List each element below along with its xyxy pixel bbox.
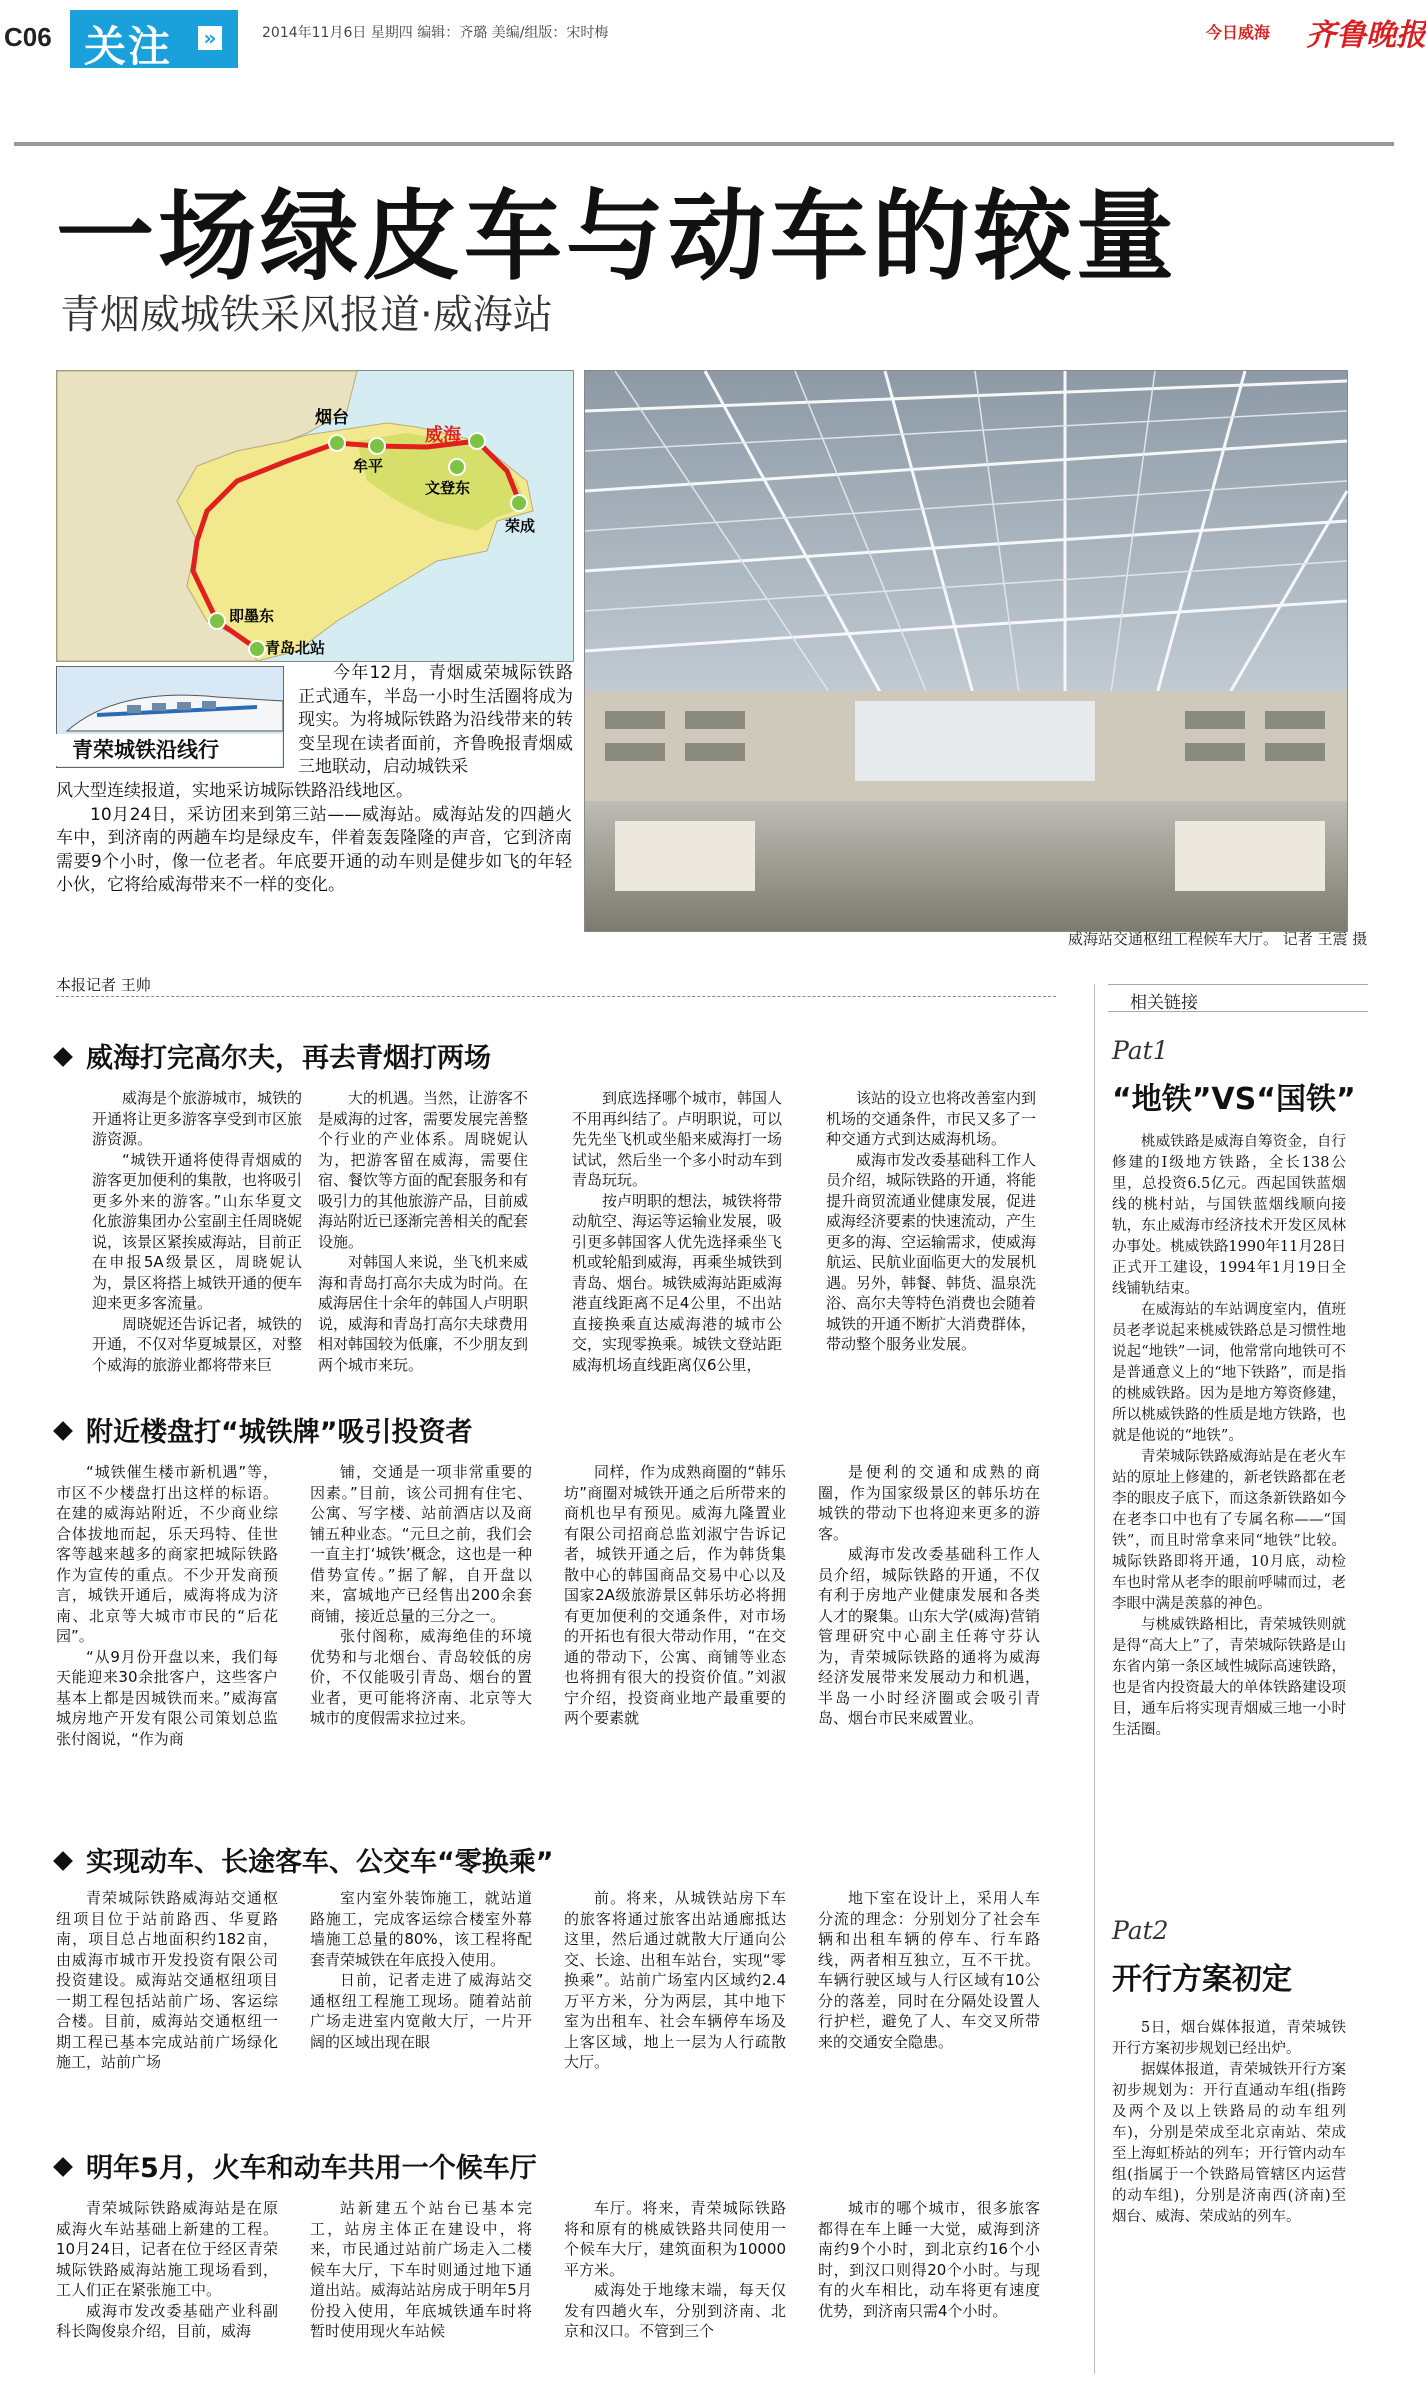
section-4-col-1: 青荣城际铁路威海站是在原威海火车站基础上新建的工程。10月24日，记者在位于经区青荣城际铁路威海站施工现场看到，工人们正在紧张施工中。 威海市发改委基础产业科副科长陶俊泉介绍，目前，威海 [56,2199,278,2340]
map-label-wendeng: 文登东 [425,479,471,497]
pat2-text: 5日，烟台媒体报道，青荣城铁开行方案初步规划已经出炉。 据媒体报道，青荣城铁开行方案初步规划为：开行直通动车组(指跨及两个及以上铁路局的动车组列车)，分别是荣成至北京南站、荣成至上海虹桥站的列车；开行管内动车组(指属于一个铁路局管辖区内运营的动车组)，分别是济南西(济南)至烟台、威海、荣成站的列车。 [1112,2020,1346,2225]
section-label: 关注 [84,22,173,71]
issue-meta: 2014年11月6日 星期四 编辑：齐璐 美编/组版：宋时梅 [262,25,609,41]
section-1-heading [56,1036,491,1075]
section-3-col-3: 前。将来，从城铁站房下车的旅客将通过旅客出站通廊抵达这里，然后通过就散大厅通向公交、长途、出租车站台，实现“零换乘”。站前广场室内区域约2.4万平方米，分为两层，其中地下室为出租车、社会车辆停车场及上客区域，地上一层为人行疏散大厅。 [564,1889,786,2071]
map-label-yantai: 烟台 [315,408,349,428]
chevron-right-icon: » [198,26,222,50]
pat2-label: Pat2 [1112,1916,1169,1945]
edition-label: 今日威海 [1206,23,1271,42]
photo-caption: 威海站交通枢纽工程候车大厅。 记者 王震 摄 [1068,930,1368,948]
diamond-bullet-icon [53,1851,73,1871]
sidebar-divider [1094,984,1095,2374]
route-map-graphic [57,371,573,661]
diamond-bullet-icon [53,1047,73,1067]
section-4-col-4: 城市的哪个城市，很多旅客都得在车上睡一大觉，威海到济南约9个小时，到北京约16个小时，到汉口则得20个小时。与现有的火车相比，动车将更有速度优势，到济南只需4个小时。 [818,2199,1040,2320]
section-3-title: 实现动车、长途客车、公交车“零换乘” [86,1847,554,1878]
station-hall-photo [584,370,1348,932]
section-1-col-1: 威海是个旅游城市，城铁的开通将让更多游客享受到市区旅游资源。 “城铁开通将使得青烟威的游客更加便利的集散，也将吸引更多外来的游客。”山东华夏文化旅游集团办公室副主任周晓妮说，该景区紧挨威海站，目前正在申报5A级景区，周晓妮认为，景区将搭上城铁开通的便车迎来更多客流量。 周晓妮还告诉记者，城铁的开通，不仅对华夏城景区，对整个威海的旅游业都将带来巨 [92,1089,303,1374]
section-1-col-2: 大的机遇。当然，让游客不是威海的过客，需要发展完善整个行业的产业体系。周晓妮认为，把游客留在威海，需要住宿、餐饮等方面的配套服务和有吸引力的其他旅游产品，目前威海站附近已逐渐完善相关的配套设施。 对韩国人来说，坐飞机来威海和青岛打高尔夫成为时尚。在威海居住十余年的韩国人卢明职说，威海和青岛打高尔夫球费用相对韩国较为低廉，不少朋友到两个城市来玩。 [318,1089,529,1374]
byline-divider [56,996,1056,997]
section-4-col-2: 站新建五个站台已基本完工，站房主体正在建设中，将来，市民通过站前广场走入二楼候车大厅，下车时则通过地下通道出站。威海站站房成于明年5月份投入使用，年底城铁通车时将暂时使用现火车站候 [310,2199,532,2340]
route-map [56,370,574,662]
lead-paragraph-1 [298,662,573,780]
section-2-col-3: 同样，作为成熟商圈的“韩乐坊”商圈对城铁开通之后所带来的商机也早有预见。威海九隆置业有限公司招商总监刘淑宁告诉记者，城铁开通之后，作为韩货集散中心的韩国商品交易中心以及国家2A级旅游景区韩乐坊必将拥有更加便利的交通条件，对市场的开拓也有很大带动作用，“在交通的带动下，公寓、商铺等业态也将拥有很大的投资价值。”刘淑宁介绍，投资商业地产最重要的两个要素就 [564,1463,786,1727]
section-3-col-4: 地下室在设计上，采用人车分流的理念：分别划分了社会车辆和出租车辆的停车、行车路线，两者相互独立，互不干扰。车辆行驶区域与人行区域有10公分的落差，同时在分隔处设置人行护栏，避免了人、车交叉所带来的交通安全隐患。 [818,1889,1040,2051]
diamond-bullet-icon [53,2157,73,2177]
pat1-text: 桃威铁路是威海自筹资金，自行修建的I级地方铁路，全长138公里，总投资6.5亿元。西起国铁蓝烟线的桃村站，与国铁蓝烟线顺向接轨，东止威海市经济技术开发区凤林办事处。桃威铁路1990年11月28日正式开工建设，1994年1月19日全线铺轨结束。 在威海站的车站调度室内，值班员老孝说起来桃威铁路总是习惯性地说起“地铁”一词，他常常向地铁可不是普通意义上的“地下铁路”，而是指的桃威铁路。因为是地方筹资修建，所以桃威铁路的性质是地方铁路，也就是他说的“地铁”。 青荣城际铁路威海站是在老火车站的原址上修建的，新老铁路都在老李的眼皮子底下，而这条新铁路如今在老李口中也有了专属名称——“国铁”，而且时常拿来同“地铁”比较。城际铁路即将开通，10月底，动检车也时常从老李的眼前呼啸而过，老李眼中满是羡慕的神色。 与桃威铁路相比，青荣城铁则就是得“高大上”了，青荣城际铁路是山东省内第一条区域性城际高速铁路，也是省内投资最大的单体铁路建设项目，通车后将实现青烟威三地一小时生活圈。 [1112,1134,1346,1738]
header-divider [14,142,1394,146]
lead-text-2: 10月24日，采访团来到第三站——威海站。威海站发的四趟火车中，到济南的两趟车均是绿皮车，伴着轰轰隆隆的声音，它到济南需要9个小时，像一位老者。年底要开通的动车则是健步如飞的年轻小伙，它将给威海带来不一样的变化。 [56,804,572,895]
section-1-title: 威海打完高尔夫，再去青烟打两场 [86,1043,491,1074]
lead-text-1b: 风大型连续报道，实地采访城际铁路沿线地区。 [56,781,413,801]
section-1-col-3: 到底选择哪个城市，韩国人不用再纠结了。卢明职说，可以先先坐飞机或坐船来威海打一场试试，然后坐一个多小时动车到青岛玩玩。 按卢明职的想法，城铁将带动航空、海运等运输业发展，吸引更多韩国客人优先选择乘坐飞机或轮船到威海，再乘坐城铁到青岛、烟台。城铁威海站距威海港直线距离不足4公里，不出站直接换乘直达威海港的城市公交，实现零换乘。城铁文登站距威海机场直线距离仅6公里， [572,1089,783,1374]
section-2-heading [56,1410,473,1449]
newspaper-logo: 齐鲁晚报 [1306,18,1426,53]
section-4-title: 明年5月，火车和动车共用一个候车厅 [86,2153,537,2184]
page-number: C06 [4,22,52,52]
headline: 一场绿皮车与动车的较量 [56,180,1179,294]
section-4-heading [56,2146,537,2185]
section-2-col-1: “城铁催生楼市新机遇”等，市区不少楼盘打出这样的标语。在建的威海站附近，不少商业综合体拔地而起，乐天玛特、佳世客等越来越多的商家把城际铁路作为宣传的重点。不少开发商预言，城铁开通后，威海将成为济南、北京等大城市市民的“后花园”。 “从9月份开盘以来，我们每天能迎来30余批客户，这些客户基本上都是因城铁而来。”威海富城房地产开发有限公司策划总监张付阁说，“作为商 [56,1463,278,1748]
section-3-col-2: 室内室外装饰施工，就站道路施工，完成客运综合楼室外幕墙施工总量的80%，该工程将配套青荣城铁在年底投入使用。 日前，记者走进了威海站交通枢纽工程施工现场。随着站前广场走进室内宽敞大厅，一片开阔的区域出现在眼 [310,1889,532,2051]
map-label-rongcheng: 荣成 [505,517,536,535]
section-4-col-3: 车厅。将来，青荣城际铁路将和原有的桃威铁路共同使用一个候车大厅，建筑面积为10000平方米。 威海处于地缘末端，每天仅发有四趟火车，分别到济南、北京和汉口。不管到三个 [564,2199,786,2340]
lead-text-1: 今年12月，青烟威荣城际铁路正式通车，半岛一小时生活圈将成为现实。为将城际铁路为沿线带来的转变呈现在读者面前，齐鲁晚报青烟威三地联动，启动城铁采 [298,663,573,777]
series-label: 青荣城铁沿线行 [56,734,282,766]
diamond-bullet-icon [53,1421,73,1441]
section-3-col-1: 青荣城际铁路威海站交通枢纽项目位于站前路西、华夏路南，项目总占地面积约182亩，由威海市城市开发投资有限公司投资建设。威海站交通枢纽项目一期工程包括站前广场、客运综合楼。目前，威海站交通枢纽一期工程已基本完成站前广场绿化施工，站前广场 [56,1889,278,2071]
pat2-title: 开行方案初定 [1112,1962,1292,1997]
map-label-muping: 牟平 [353,457,384,475]
section-2-col-2: 铺，交通是一项非常重要的因素。”目前，该公司拥有住宅、公寓、写字楼、站前酒店以及商铺五种业态。“元旦之前，我们会一直主打‘城铁’概念，这也是一种借势宣传。”据了解，自开盘以来，富城地产已经售出200余套商铺，接近总量的三分之一。 张付阁称，威海绝佳的环境优势和与北烟台、青岛较低的房价，不仅能吸引青岛、烟台的置业者，更可能将济南、北京等大城市的度假需求拉过来。 [310,1463,532,1727]
section-2-col-4: 是便利的交通和成熟的商圈，作为国家级景区的韩乐坊在城铁的带动下也将迎来更多的游客。 威海市发改委基础科工作人员介绍，城际铁路的开通，不仅有利于房地产业健康发展和各类人才的聚集。山东大学(威海)营销管理研究中心副主任蒋守芬认为，青荣城际铁路的通将为威海经济发展带来发展动力和机遇，半岛一小时经济圈或会吸引青岛、烟台市民来威置业。 [818,1463,1040,1727]
pat1-label: Pat1 [1112,1036,1169,1065]
map-label-qingdao: 青岛北站 [265,639,326,657]
subheadline: 青烟威城铁采风报道·威海站 [60,292,553,338]
lead-paragraph-2 [56,780,572,898]
section-1-col-4: 该站的设立也将改善室内到机场的交通条件，市民又多了一种交通方式到达威海机场。 威海市发改委基础科工作人员介绍，城际铁路的开通，将能提升商贸流通业健康发展，促进威海经济要素的快速流动，产生更多的海、空运输需求，使威海航运、民航业面临更大的发展机遇。另外，韩餐、韩货、温泉洗浴、高尔夫等特色消费也会随着城铁的开通不断扩大消费群体，带动整个服务业发展。 [826,1089,1037,1353]
byline: 本报记者 王帅 [56,976,151,994]
related-links-title: 相关链接 [1130,993,1198,1013]
map-label-weihai: 威海 [425,425,461,446]
section-3-heading [56,1840,554,1879]
map-label-jimodong: 即墨东 [229,607,275,625]
section-2-title: 附近楼盘打“城铁牌”吸引投资者 [86,1417,473,1448]
pat1-title: “地铁”VS“国铁” [1112,1082,1356,1117]
station-hall-graphic [585,371,1347,931]
